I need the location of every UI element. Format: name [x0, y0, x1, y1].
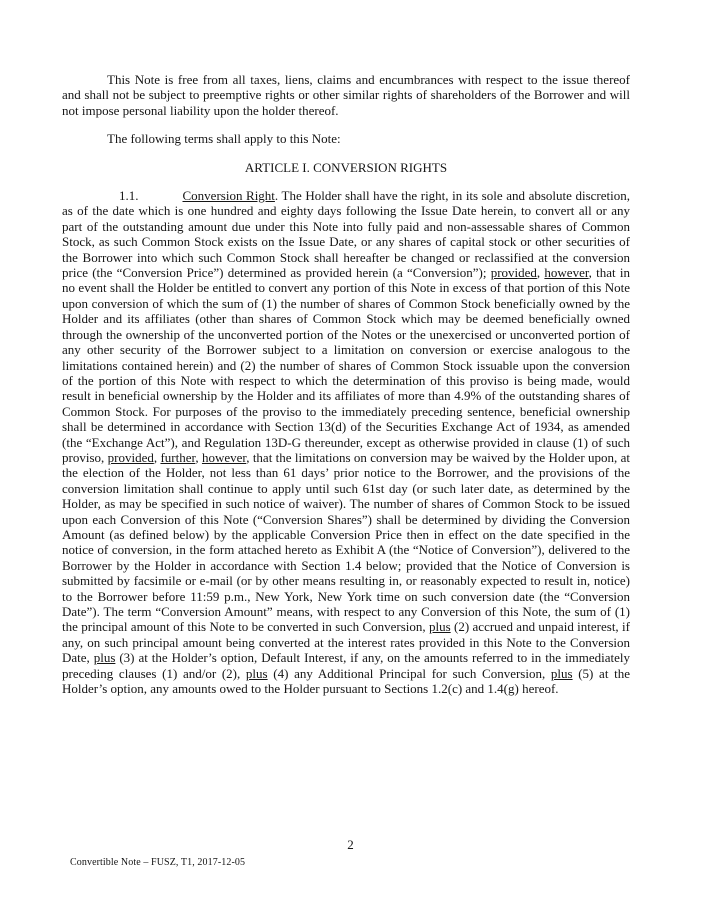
underlined-term: Conversion Right	[182, 188, 275, 204]
body-text: , that in no event shall the Holder be entitled to convert any portion of this Note in excess of that portion of this Note upon conversion of which the sum of (1) the number of shares of Common Stock beneficially owned by the Holder and its affiliates (other than shares of Common Stock which may be deemed beneficially owned through the ownership of the unconverted portion of the Notes or the unexercised or unconverted portion of any other security of the Borrower subject to a limitation on conversion or exercise analogous to the limitations contained herein) and (2) the number of shares of Common Stock issuable upon the conversion of the portion of this Note with respect to which the determination of this proviso is being made, would result in beneficial ownership by the Holder and its affiliates of more than 4.9% of the outstanding shares of Common Stock. For purposes of the proviso to the immediately preceding sentence, beneficial ownership shall be determined in accordance with Section 13(d) of the Securities Exchange Act of 1934, as amended (the “Exchange Act”), and Regulation 13D-G thereunder, except as otherwise provided in clause (1) of such proviso,	[62, 265, 631, 465]
underlined-term: further	[160, 449, 196, 465]
document-body	[62, 72, 630, 709]
underlined-term: provided	[107, 449, 154, 465]
underlined-term: plus	[245, 665, 268, 681]
underlined-term: plus	[550, 665, 573, 681]
underlined-term: however	[544, 265, 589, 281]
terms-apply-line: The following terms shall apply to this Note:	[107, 131, 341, 147]
body-text: 1.1.	[119, 188, 139, 204]
body-text: ,	[195, 449, 202, 465]
section-1-1-conversion-right-paragraph	[62, 188, 630, 696]
underlined-term: plus	[93, 650, 116, 666]
body-text: ,	[153, 449, 161, 465]
body-text: (2) accrued and unpaid interest, if any, on such principal amount being converted at the interest rates provided in this Note to the Conversion Date,	[62, 619, 630, 666]
underlined-term: provided	[490, 265, 537, 281]
body-text: (4) any Additional Principal for such Conversion,	[267, 665, 551, 681]
body-text: ,	[536, 265, 545, 281]
article-heading: ARTICLE I. CONVERSION RIGHTS	[244, 159, 448, 175]
underlined-term: however	[201, 449, 247, 465]
body-text: . The Holder shall have the right, in its sole and absolute discretion, as of the date which is one hundred and eighty days following the Issue Date herein, to convert all or any part of the outstanding amount due under this Note into fully paid and non-assessable shares of Common Stock, as such Common Stock exists on the Issue Date, or any shares of capital stock or other securities of the Borrower into which such Common Stock shall hereafter be changed or reclassified at the conversion price (the “Conversion Price”) determined as provided herein (a “Conversion”);	[62, 188, 630, 281]
body-text: (5) at the Holder’s option, any amounts owed to the Holder pursuant to Sections 1.2(c) and 1.4(g) hereof.	[62, 665, 630, 697]
underlined-term: plus	[429, 619, 451, 635]
body-text: (3) at the Holder’s option, Default Interest, if any, on the amounts referred to in the immediately preceding clauses (1) and/or (2),	[62, 650, 630, 681]
body-text: , that the limitations on conversion may be waived by the Holder upon, at the election of the Holder, not less than 61 days’ prior notice to the Borrower, and the provisions of the conversion limitation shall continue to apply until such 61st day (or such later date, as determined by the Holder, as may be specified in such notice of waiver). The number of shares of Common Stock to be issued upon each Conversion of this Note (“Conversion Shares”) shall be determined by dividing the Conversion Amount (as defined below) by the applicable Conversion Price then in effect on the date specified in the notice of conversion, in the form attached hereto as Exhibit A (the “Notice of Conversion”), delivered to the Borrower by the Holder in accordance with Section 1.4 below; provided that the Notice of Conversion is submitted by facsimile or e-mail (or by other means resulting in, or reasonably expected to result in, notice) to the Borrower before 11:59 p.m., New York, New York time on such conversion date (the “Conversion Date”). The term “Conversion Amount” means, with respect to any Conversion of this Note, the sum of (1) the principal amount of this Note to be converted in such Conversion,	[62, 449, 631, 635]
document-reference-footer: Convertible Note – FUSZ, T1, 2017-12-05	[70, 857, 246, 868]
intro-paragraph: This Note is free from all taxes, liens, claims and encumbrances with respect to the issue thereof and shall not be subject to preemptive rights or other similar rights of shareholders of the Borrower and will not impose personal liability upon the holder thereof.	[62, 72, 630, 118]
page-number: 2	[347, 837, 354, 852]
